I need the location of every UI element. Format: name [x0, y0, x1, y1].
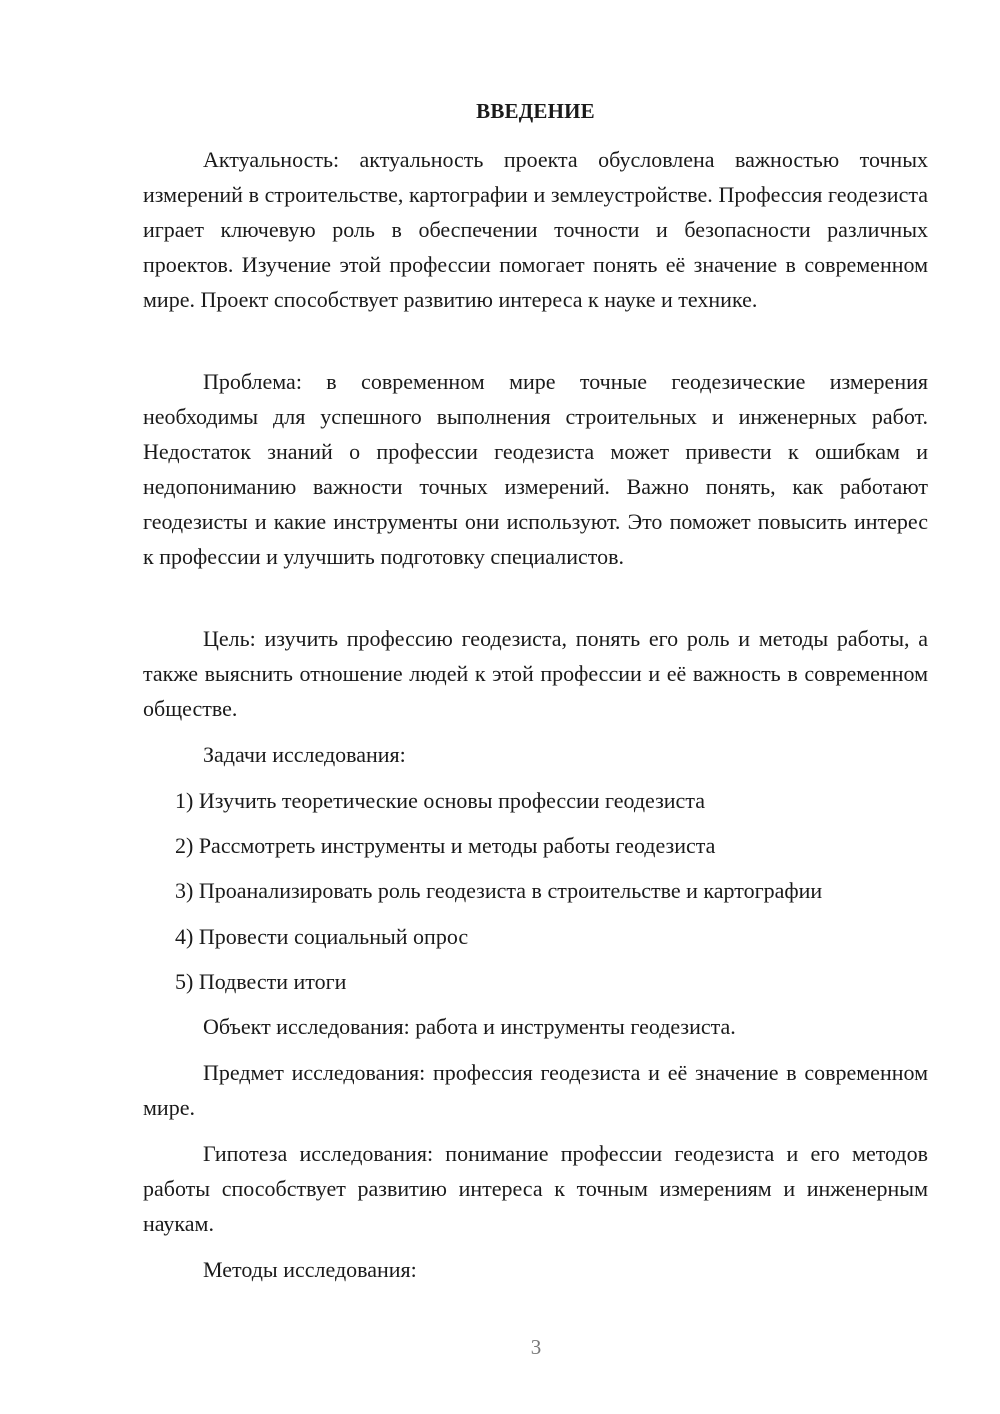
- page-number: 3: [530, 1335, 542, 1359]
- paragraph-relevance: Актуальность: актуальность проекта обусловлена важностью точных измерений в строительстве, картографии и землеустройстве. Профессия геодезиста играет ключевую роль в обеспечении точности и безопасности различных проектов. Изучение этой профессии помогает понять её значение в современном мире. Проект способствует развитию интереса к науке и технике.: [143, 147, 928, 312]
- task-item-5: 5) Подвести итоги: [175, 969, 347, 994]
- paragraph-problem: Проблема: в современном мире точные геодезические измерения необходимы для успешного выполнения строительных и инженерных работ. Недостаток знаний о профессии геодезиста может привести к ошибкам и недопониманию важности точных измерений. Важно понять, как работают геодезисты и какие инструменты они используют. Это поможет повысить интерес к профессии и улучшить подготовку специалистов.: [143, 369, 928, 569]
- task-item-4: 4) Провести социальный опрос: [175, 924, 469, 949]
- task-item-3: 3) Проанализировать роль геодезиста в строительстве и картографии: [175, 878, 823, 903]
- section-title: ВВЕДЕНИЕ: [476, 99, 595, 123]
- paragraph-subject: Предмет исследования: профессия геодезиста и её значение в современном мире.: [143, 1060, 928, 1120]
- task-item-1: 1) Изучить теоретические основы профессии геодезиста: [175, 788, 705, 813]
- tasks-heading: Задачи исследования:: [203, 742, 406, 767]
- paragraph-goal: Цель: изучить профессию геодезиста, понять его роль и методы работы, а также выяснить отношение людей к этой профессии и её важность в современном обществе.: [143, 626, 928, 721]
- paragraph-hypothesis: Гипотеза исследования: понимание профессии геодезиста и его методов работы способствует развитию интереса к точным измерениям и инженерным наукам.: [143, 1141, 928, 1236]
- paragraph-object: Объект исследования: работа и инструменты геодезиста.: [203, 1014, 736, 1039]
- task-item-2: 2) Рассмотреть инструменты и методы работы геодезиста: [175, 833, 716, 858]
- methods-heading: Методы исследования:: [203, 1257, 417, 1282]
